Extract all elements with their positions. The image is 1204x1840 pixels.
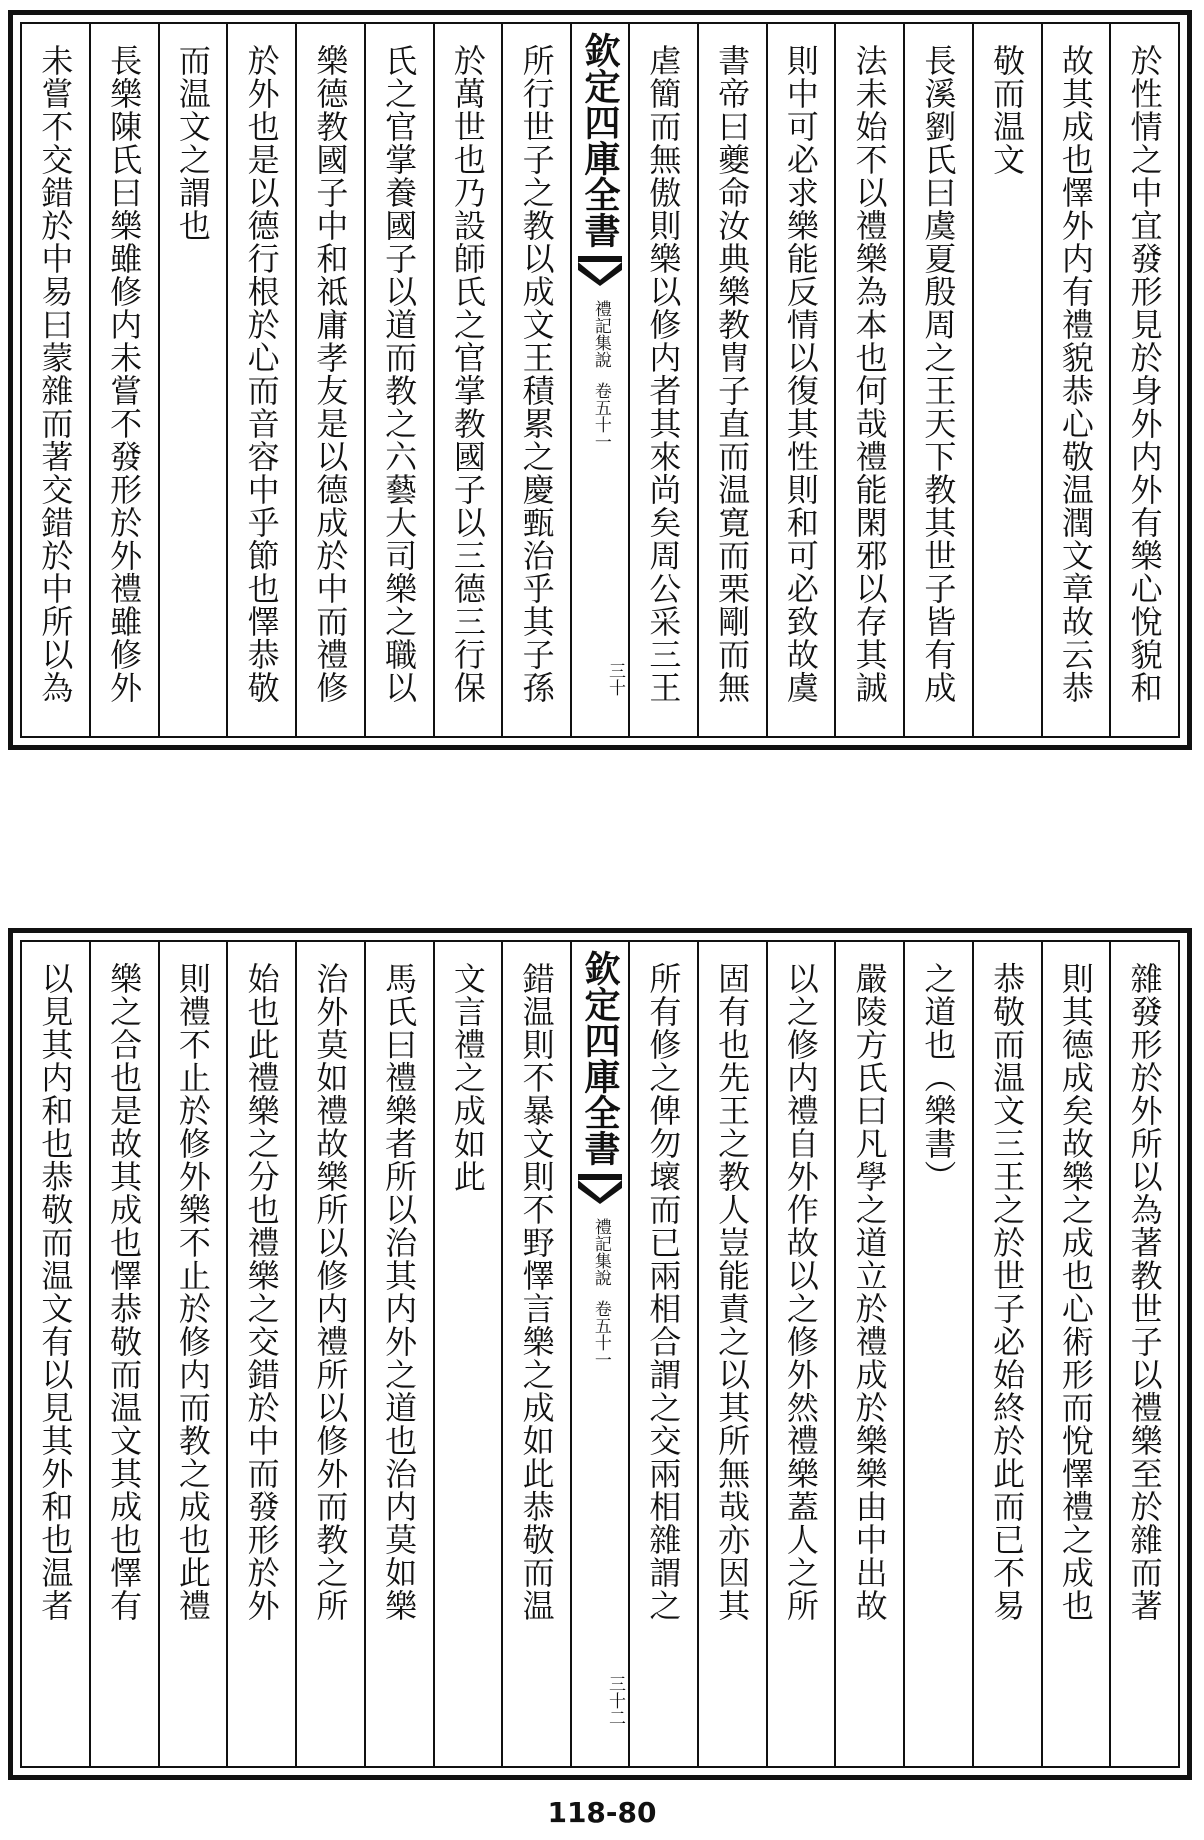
text-column: 書帝曰夔命汝典樂教冑子直而温寛而栗剛而無 — [697, 24, 766, 736]
text-column: 所有修之俾勿壞而已兩相合謂之交兩相雜謂之 — [628, 942, 697, 1766]
volume-label: 卷五十一 — [590, 1300, 611, 1368]
text-column: 長溪劉氏曰虞夏殷周之王天下教其世子皆有成 — [903, 24, 972, 736]
text-column: 長樂陳氏曰樂雖修内未嘗不發形於外禮雖修外 — [89, 24, 158, 736]
text-column: 以之修内禮自外作故以之修外然禮樂蓋人之所 — [766, 942, 835, 1766]
top-page-panel — [8, 10, 1192, 750]
text-column: 始也此禮樂之分也禮樂之交錯於中而發形於外 — [226, 942, 295, 1766]
text-column: 所行世子之教以成文王積累之慶甄治乎其子孫 — [501, 24, 570, 736]
collection-title: 欽定四庫全書 — [579, 950, 621, 1166]
text-column: 於萬世也乃設師氏之官掌教國子以三德三行保 — [433, 24, 502, 736]
text-column: 故其成也懌外内有禮貌恭心敬温潤文章故云恭 — [1041, 24, 1110, 736]
text-column: 則中可必求樂能反情以復其性則和可必致故虞 — [766, 24, 835, 736]
text-column: 則其德成矣故樂之成也心術形而悅懌禮之成也 — [1041, 942, 1110, 1766]
footer-page-number: 118-80 — [547, 1796, 657, 1829]
bottom-page-panel — [8, 928, 1192, 1780]
fish-tail-mark-icon — [578, 1174, 622, 1204]
text-column: 之道也（樂書） — [903, 942, 972, 1766]
text-column: 治外莫如禮故樂所以修内禮所以修外而教之所 — [295, 942, 364, 1766]
leaf-number: 三十二 — [605, 1675, 625, 1726]
text-column: 以見其内和也恭敬而温文有以見其外和也温者 — [36, 962, 75, 1622]
text-column: 文言禮之成如此 — [433, 942, 502, 1766]
text-column: 未嘗不交錯於中易曰蒙雜而著交錯於中所以為 — [36, 44, 75, 704]
text-column: 虐簡而無傲則樂以修内者其來尚矣周公采三王 — [628, 24, 697, 736]
text-column: 於外也是以德行根於心而音容中乎節也懌恭敬 — [226, 24, 295, 736]
book-title: 禮記集說 — [590, 300, 611, 368]
book-title: 禮記集說 — [590, 1218, 611, 1286]
text-column: 氏之官掌養國子以道而教之六藝大司樂之職以 — [364, 24, 433, 736]
text-column: 嚴陵方氏曰凡學之道立於禮成於樂樂由中出故 — [834, 942, 903, 1766]
text-column: 恭敬而温文三王之於世子必始終於此而已不易 — [972, 942, 1041, 1766]
fish-tail-mark-icon — [578, 256, 622, 286]
text-column: 樂之合也是故其成也懌恭敬而温文其成也懌有 — [89, 942, 158, 1766]
text-column: 法未始不以禮樂為本也何哉禮能閑邪以存其誠 — [834, 24, 903, 736]
text-column: 雜發形於外所以為著教世子以禮樂至於雜而著 — [1109, 942, 1178, 1766]
text-column: 則禮不止於修外樂不止於修内而教之成也此禮 — [158, 942, 227, 1766]
text-column: 而温文之謂也 — [158, 24, 227, 736]
leaf-number: 三十 — [605, 662, 625, 696]
collection-title: 欽定四庫全書 — [579, 32, 621, 248]
text-column: 馬氏曰禮樂者所以治其内外之道也治内莫如樂 — [364, 942, 433, 1766]
text-column: 樂德教國子中和祗庸孝友是以德成於中而禮修 — [295, 24, 364, 736]
center-fold-column — [570, 24, 628, 736]
text-column: 於性情之中宜發形見於身外内外有樂心悅貌和 — [1109, 24, 1178, 736]
text-column: 錯温則不暴文則不野懌言樂之成如此恭敬而温 — [501, 942, 570, 1766]
text-column: 固有也先王之教人豈能責之以其所無哉亦因其 — [697, 942, 766, 1766]
text-column: 敬而温文 — [972, 24, 1041, 736]
volume-label: 卷五十一 — [590, 382, 611, 450]
center-fold-column — [570, 942, 628, 1766]
